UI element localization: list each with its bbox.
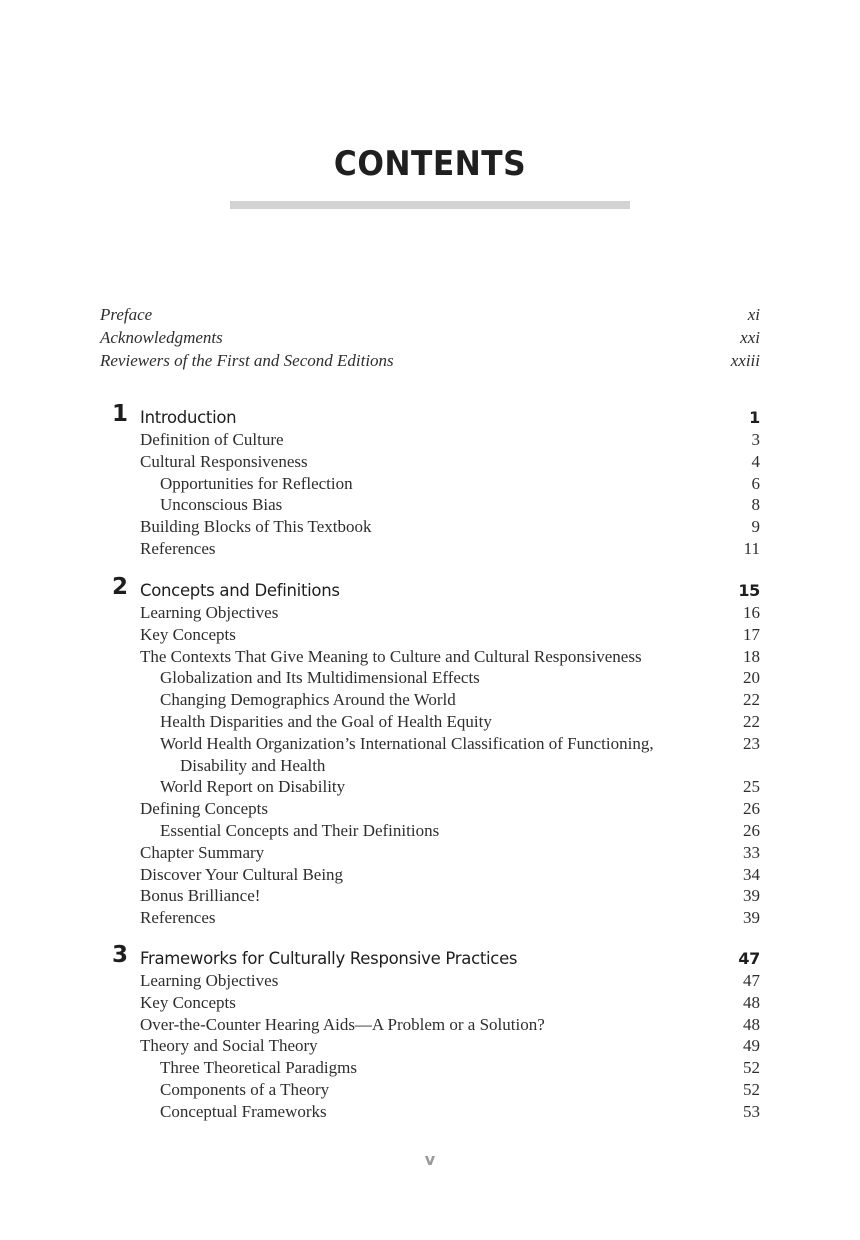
chapter-2: [100, 574, 760, 929]
entry-page: xxiii: [730, 351, 760, 370]
entry-page: 9: [751, 517, 760, 537]
entry-title: Cultural Responsiveness: [140, 451, 308, 471]
entry-page: 52: [743, 1079, 760, 1099]
toc-entry[interactable]: [100, 538, 760, 560]
chapter-number: 3: [112, 942, 128, 968]
entry-page: 52: [743, 1058, 760, 1078]
front-matter-list: [100, 303, 760, 372]
entry-title: Theory and Social Theory: [140, 1036, 318, 1056]
toc-entry-preface[interactable]: [100, 303, 760, 326]
entry-page: xxi: [740, 328, 760, 347]
entry-page: 4: [751, 451, 760, 471]
toc-entry[interactable]: [100, 516, 760, 538]
toc-entry[interactable]: [100, 667, 760, 689]
entry-title: Key Concepts: [140, 992, 236, 1012]
toc-entry[interactable]: [100, 1014, 760, 1036]
toc-entry[interactable]: [100, 689, 760, 711]
toc-entry[interactable]: [100, 1035, 760, 1057]
toc-entry[interactable]: [100, 970, 760, 992]
entry-page: 11: [743, 538, 760, 558]
entry-title: Learning Objectives: [140, 971, 279, 990]
entry-page: 39: [743, 908, 760, 928]
entry-title: Disability and Health: [180, 755, 326, 775]
chapter-page: 1: [749, 408, 760, 427]
entry-title: Discover Your Cultural Being: [140, 864, 344, 884]
page-number: v: [424, 1150, 436, 1169]
toc-entry[interactable]: [100, 842, 760, 864]
toc-entry[interactable]: [100, 733, 760, 755]
entry-page: xi: [747, 305, 760, 324]
toc-entry[interactable]: [100, 451, 760, 473]
entry-page: 49: [743, 1036, 760, 1056]
chapter-heading[interactable]: [100, 401, 760, 429]
toc-entry[interactable]: [100, 798, 760, 820]
entry-title: Bonus Brilliance!: [140, 886, 261, 906]
entry-page: 26: [743, 820, 760, 840]
entry-page: 25: [743, 777, 760, 797]
chapter-title: Frameworks for Culturally Responsive Practices: [140, 949, 518, 968]
toc-entry[interactable]: [100, 755, 760, 777]
entry-title: Changing Demographics Around the World: [160, 690, 456, 710]
toc-entry[interactable]: [100, 885, 760, 907]
entry-title: Building Blocks of This Textbook: [140, 517, 372, 537]
toc-entry[interactable]: [100, 1057, 760, 1079]
entry-page: 17: [743, 624, 760, 644]
chapter-heading[interactable]: [100, 942, 760, 970]
entry-page: 3: [751, 430, 760, 449]
entry-title: World Report on Disability: [160, 777, 346, 797]
entry-page: 48: [743, 1014, 760, 1034]
toc-entry[interactable]: [100, 907, 760, 929]
page-title: CONTENTS: [333, 144, 527, 184]
entry-page: 18: [743, 646, 760, 666]
chapter-1: [100, 401, 760, 560]
entry-title: Chapter Summary: [140, 842, 265, 862]
entry-title: Three Theoretical Paradigms: [160, 1058, 357, 1078]
chapter-3: [100, 942, 760, 1123]
entry-page: 33: [743, 842, 760, 862]
entry-page: 47: [743, 971, 760, 990]
entry-page: 20: [743, 668, 760, 688]
entry-title: Preface: [100, 305, 153, 324]
toc-entry[interactable]: [100, 602, 760, 624]
entry-title: Globalization and Its Multidimensional Effects: [160, 668, 480, 688]
entry-title: Components of a Theory: [160, 1079, 330, 1099]
entry-title: Reviewers of the First and Second Editions: [100, 351, 394, 370]
toc-entry[interactable]: [100, 776, 760, 798]
toc-entry[interactable]: [100, 494, 760, 516]
toc-entry[interactable]: [100, 624, 760, 646]
chapter-heading[interactable]: [100, 574, 760, 602]
entry-title: Essential Concepts and Their Definitions: [160, 820, 440, 840]
chapter-title: Concepts and Definitions: [140, 581, 340, 600]
entry-page: 26: [743, 799, 760, 819]
entry-page: 22: [743, 690, 760, 710]
entry-title: Conceptual Frameworks: [160, 1101, 327, 1121]
entry-title: Learning Objectives: [140, 603, 279, 622]
chapter-number: 2: [112, 574, 128, 600]
toc-entry[interactable]: [100, 429, 760, 451]
toc-entry[interactable]: [100, 1101, 760, 1123]
entry-page: 6: [751, 473, 760, 493]
entry-title: Definition of Culture: [140, 430, 284, 449]
chapter-page: 15: [738, 581, 760, 600]
toc-entry[interactable]: [100, 473, 760, 495]
toc-entry[interactable]: [100, 646, 760, 668]
entry-title: Defining Concepts: [140, 799, 268, 819]
toc-entry-reviewers[interactable]: [100, 349, 760, 372]
toc-entry-acknowledgments[interactable]: [100, 326, 760, 349]
entry-title: Unconscious Bias: [160, 495, 283, 515]
entry-title: References: [140, 538, 216, 558]
entry-title: References: [140, 908, 216, 928]
chapter-number: 1: [112, 401, 128, 427]
entry-title: The Contexts That Give Meaning to Culture and Cultural Responsiveness: [140, 646, 642, 666]
chapter-title: Introduction: [140, 408, 237, 427]
chapter-page: 47: [738, 949, 760, 968]
entry-page: 8: [751, 495, 760, 515]
toc-entry[interactable]: [100, 1079, 760, 1101]
entry-title: Opportunities for Reflection: [160, 473, 353, 493]
entry-page: 34: [743, 864, 760, 884]
entry-page: 16: [743, 603, 760, 622]
entry-title: Over-the-Counter Hearing Aids—A Problem or a Solution?: [140, 1014, 545, 1034]
entry-page: 39: [743, 886, 760, 906]
entry-page: 23: [743, 733, 760, 753]
toc-entry[interactable]: [100, 820, 760, 842]
toc-entry[interactable]: [100, 992, 760, 1014]
entry-title: Key Concepts: [140, 624, 236, 644]
toc-entry[interactable]: [100, 864, 760, 886]
entry-page: 53: [743, 1101, 760, 1121]
entry-page: 48: [743, 992, 760, 1012]
entry-title: Acknowledgments: [100, 328, 223, 347]
entry-title: Health Disparities and the Goal of Health Equity: [160, 711, 492, 731]
toc-entry[interactable]: [100, 711, 760, 733]
title-rule: [230, 201, 630, 209]
entry-title: World Health Organization’s International Classification of Functioning,: [160, 733, 654, 753]
entry-page: 22: [743, 711, 760, 731]
